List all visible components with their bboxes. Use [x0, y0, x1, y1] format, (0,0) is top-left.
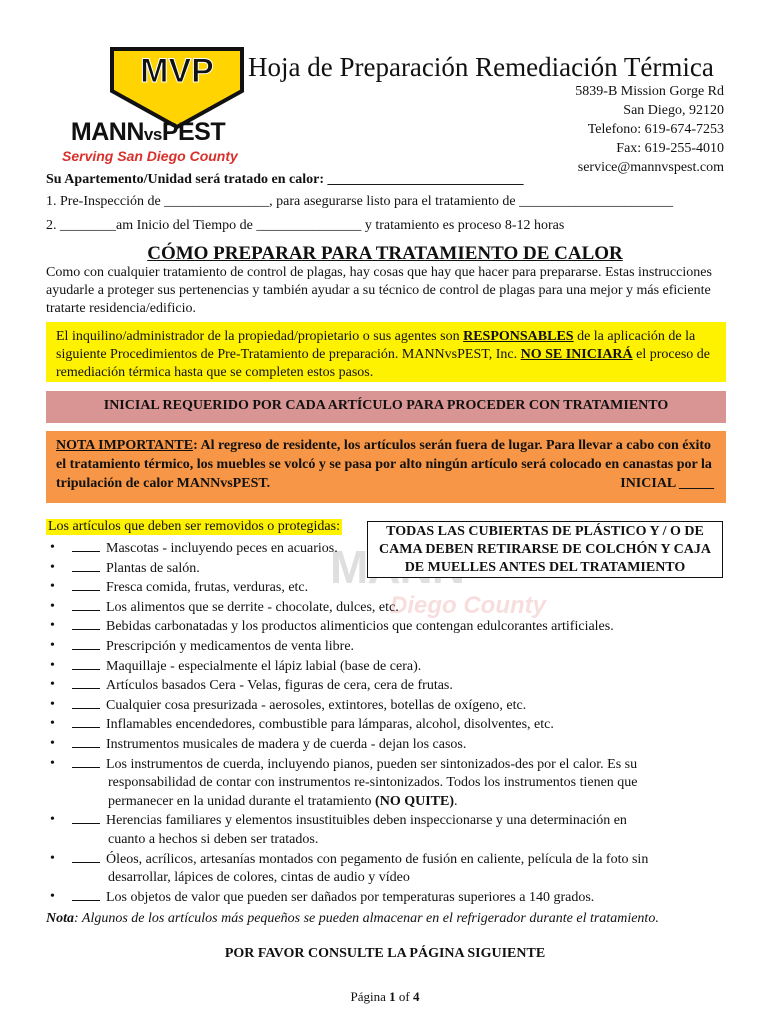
plastic-covers-notice: TODAS LAS CUBIERTAS DE PLÁSTICO Y / O DE CAMA DEBEN RETIRARSE DE COLCHÓN Y CAJA DE MUELLES ANTES DEL TRATAMIENTO — [367, 521, 723, 578]
bullet: • — [50, 579, 55, 595]
address-city: San Diego, 92120 — [623, 103, 724, 118]
list-item — [46, 888, 736, 908]
initial-blank — [72, 888, 100, 901]
unit-field-line: Su Apartemento/Unidad será tratado en calor: ____________________________ — [46, 172, 524, 187]
bullet: • — [50, 540, 55, 555]
list-item — [46, 578, 736, 598]
bullet: • — [50, 677, 55, 693]
item-text: Los instrumentos de cuerda, incluyendo pianos, pueden ser sintonizados-des por el calor. Es su — [106, 756, 638, 772]
list-item — [46, 715, 736, 735]
item-text-end: . — [454, 793, 458, 809]
initial-blank — [72, 539, 100, 552]
logo-brand-end: PEST — [161, 118, 226, 146]
item-text-cont: desarrollar, lápices de colores, cintas de audio y vídeo — [108, 870, 410, 886]
logo-brand-main: MANN — [70, 118, 144, 146]
notice-no-iniciara: NO SE INICIARÁ — [520, 347, 633, 362]
item-text: Maquillaje - especialmente el lápiz labial (base de cera). — [106, 658, 422, 674]
logo-brand — [48, 118, 248, 147]
page-number — [0, 989, 770, 1005]
initial-blank — [72, 696, 100, 709]
item-text-continued — [72, 831, 736, 850]
items-heading: Los artículos que deben ser removidos o protegidas: — [48, 519, 340, 534]
watermark-tagline: Diego County — [390, 592, 546, 619]
item-text-cont: cuanto a hechos si deben ser tratados. — [108, 831, 319, 847]
no-quite-emphasis: (NO QUITE) — [375, 793, 454, 809]
page-current: 1 — [389, 989, 396, 1004]
notice-responsables: RESPONSABLES — [463, 329, 574, 344]
address-email: service@mannvspest.com — [577, 160, 724, 175]
initial-blank — [72, 559, 100, 572]
document-title: Hoja de Preparación Remediación Térmica — [248, 52, 714, 82]
bullet: • — [50, 559, 55, 575]
item-text: Prescripción y medicamentos de venta libre. — [106, 638, 355, 654]
item-text: Instrumentos musicales de madera y de cuerda - dejan los casos. — [106, 736, 467, 752]
logo-mark: MVP — [140, 52, 214, 90]
initial-blank — [72, 578, 100, 591]
item-text-continued — [72, 869, 736, 888]
item-text: Los objetos de valor que pueden ser dañados por temperaturas superiores a 140 grados. — [106, 889, 595, 905]
list-item — [46, 657, 736, 677]
important-note-label: NOTA IMPORTANTE — [56, 438, 194, 453]
bullet: • — [50, 850, 55, 866]
item-text: Mascotas - incluyendo peces en acuarios. — [106, 541, 338, 556]
address-fax: Fax: 619-255-4010 — [616, 141, 724, 156]
initial-required-banner: INICIAL REQUERIDO POR CADA ARTÍCULO PARA PROCEDER CON TRATAMIENTO — [46, 391, 726, 423]
preinspection-line: 1. Pre-Inspección de _______________, para asegurarse listo para el tratamiento de ______________________ — [46, 194, 674, 209]
bullet: • — [50, 696, 55, 712]
bullet: • — [50, 637, 55, 653]
initial-blank — [72, 755, 100, 768]
item-text-cont2: permanecer en la unidad durante el tratamiento — [108, 793, 376, 809]
item-text: Plantas de salón. — [106, 560, 200, 576]
initial-blank — [72, 676, 100, 689]
address-street: 5839-B Mission Gorge Rd — [575, 84, 724, 99]
item-text: Óleos, acrílicos, artesanías montados con pegamento de fusión en caliente, película de la foto sin — [106, 851, 649, 867]
logo-tagline: Serving San Diego County — [62, 148, 238, 164]
item-text: Fresca comida, frutas, verduras, etc. — [106, 580, 309, 596]
list-item — [46, 637, 736, 657]
see-next-page-notice: POR FAVOR CONSULTE LA PÁGINA SIGUIENTE — [224, 946, 546, 961]
notice-text-1: El inquilino/administrador de la propiedad/propietario o sus agentes son — [56, 329, 464, 344]
list-item — [46, 735, 736, 755]
responsibility-notice — [46, 322, 726, 382]
initial-blank — [72, 657, 100, 670]
initial-blank — [72, 598, 100, 611]
list-item — [46, 598, 736, 618]
notice-text-2: de la aplicación de la siguiente Procedimientos de Pre-Tratamiento de preparación. MANNvsPEST, Inc. — [56, 329, 696, 362]
item-text: Artículos basados Cera - Velas, figuras de cera, cera de frutas. — [106, 678, 453, 694]
storage-note — [46, 911, 659, 927]
initial-blank — [72, 715, 100, 728]
notice-text-3: el proceso de remediación térmica hasta que se completen estos pasos. — [56, 347, 711, 380]
bullet: • — [50, 735, 55, 751]
initial-blank — [72, 811, 100, 824]
item-text-continued — [72, 774, 736, 793]
section-heading: CÓMO PREPARAR PARA TRATAMIENTO DE CALOR — [147, 243, 623, 264]
company-address — [575, 82, 724, 177]
note-label: Nota — [46, 911, 74, 926]
bullet: • — [50, 812, 55, 828]
item-text: Los alimentos que se derrite - chocolate, dulces, etc. — [106, 599, 399, 615]
address-phone: Telefono: 619-674-7253 — [587, 122, 724, 137]
page-total: 4 — [412, 989, 420, 1004]
bullet: • — [50, 755, 55, 771]
list-item — [46, 755, 736, 812]
page-prefix: Página — [350, 989, 390, 1004]
logo-brand-vs: vs — [143, 125, 162, 144]
items-list — [46, 539, 736, 907]
start-time-line: 2. ________am Inicio del Tiempo de _______________ y tratamiento es proceso 8-12 horas — [46, 218, 565, 233]
bullet: • — [50, 598, 55, 614]
initial-blank — [72, 735, 100, 748]
item-text-cont: responsabilidad de contar con instrumentos re-sintonizados. Todos los instrumentos tienen que — [108, 775, 638, 791]
item-text: Herencias familiares y elementos insustituibles deben inspeccionarse y una determinación en — [106, 813, 627, 829]
initial-field: INICIAL _____ — [620, 476, 714, 491]
item-text: Cualquier cosa presurizada - aerosoles, extintores, botellas de oxígeno, etc. — [106, 697, 527, 713]
intro-paragraph: Como con cualquier tratamiento de control de plagas, hay cosas que hay que hacer para prepararse. Estas instrucciones ayudarle a proteger sus pertenencias y también ayudar a su técnico de control de plagas para una mejor y más eficiente tratarte residencia/edificio. — [46, 265, 712, 316]
bullet: • — [50, 657, 55, 673]
bullet: • — [50, 618, 55, 634]
company-logo — [48, 45, 248, 170]
initial-blank — [72, 637, 100, 650]
list-item — [46, 850, 736, 888]
important-note-box — [46, 431, 726, 503]
item-text-continued-2 — [72, 793, 736, 812]
item-text: Inflamables encendedores, combustible para lámparas, alcohol, disolventes, etc. — [106, 717, 554, 733]
bullet: • — [50, 716, 55, 732]
page-of: of — [395, 989, 413, 1004]
item-text: Bebidas carbonatadas y los productos alimenticios que contengan edulcorantes artificiales. — [106, 619, 614, 635]
list-item — [46, 617, 736, 637]
note-text: : Algunos de los artículos más pequeños se pueden almacenar en el refrigerador durante el tratamiento. — [74, 911, 659, 926]
initial-blank — [72, 617, 100, 630]
list-item — [46, 811, 736, 849]
initial-blank — [72, 850, 100, 863]
bullet: • — [50, 888, 55, 904]
list-item — [46, 696, 736, 716]
list-item — [46, 676, 736, 696]
important-note-text: : Al regreso de residente, los artículos serán fuera de lugar. Para llevar a cabo con éxito el tratamiento térmico, los muebles se volcó y se pasa por alto ningún artículo será colocado en canastas por la tripulación de calor MANNvsPEST. — [56, 438, 712, 491]
